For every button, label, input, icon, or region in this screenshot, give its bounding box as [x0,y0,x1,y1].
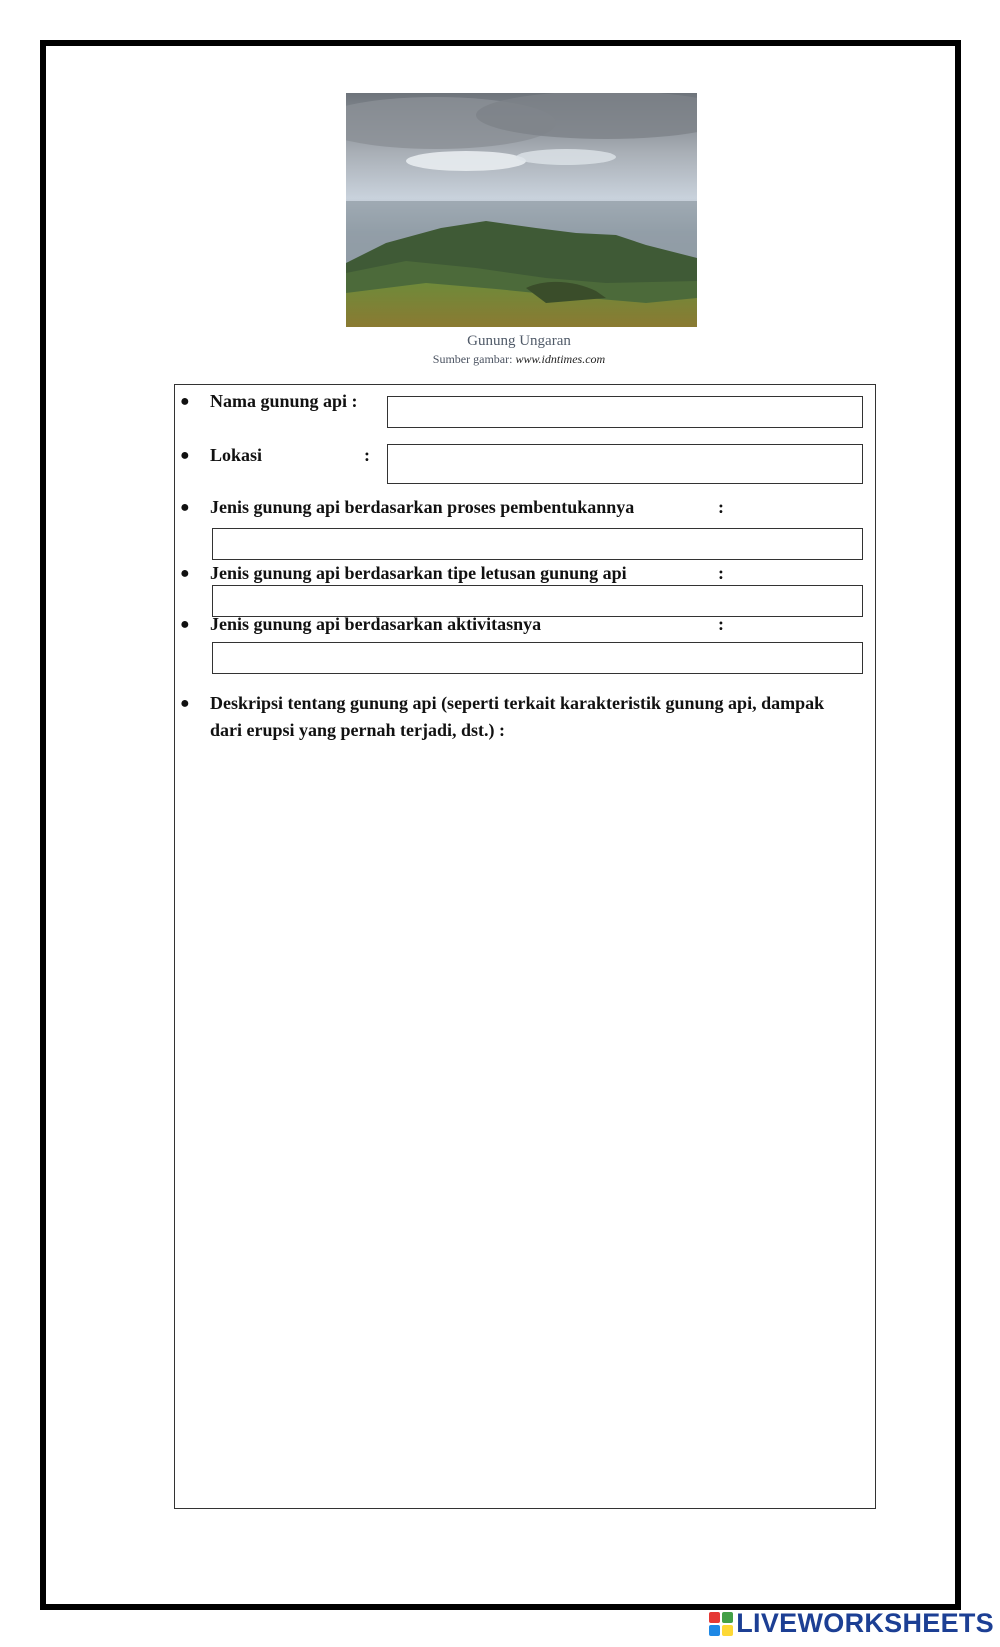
image-caption-source [346,352,692,367]
colon-tipe-letusan: : [718,563,724,583]
bullet-icon: ● [180,616,190,633]
label-aktivitas: Jenis gunung api berdasarkan aktivitasnya [210,614,542,634]
bullet-icon: ● [180,565,190,582]
input-aktivitas[interactable] [212,642,863,674]
input-nama-gunung[interactable] [387,396,863,428]
source-prefix: Sumber gambar: [432,352,516,366]
image-caption-title: Gunung Ungaran [467,333,571,349]
colon-lokasi: : [364,445,370,465]
label-nama-gunung: Nama gunung api : [210,391,358,411]
input-tipe-letusan[interactable] [212,585,863,617]
brand-text: LIVEWORKSHEETS [736,1608,994,1638]
mountain-photo [346,93,697,327]
bullet-icon: ● [180,499,190,516]
label-deskripsi: Deskripsi tentang gunung api (seperti terkait karakteristik gunung api, dampak dari erupsi yang pernah terjadi, dst.) : [210,693,825,740]
bullet-icon: ● [180,447,190,464]
label-tipe-letusan: Jenis gunung api berdasarkan tipe letusan gunung api [210,563,627,583]
colon-proses-pembentukan: : [718,497,724,517]
source-site: www.idntimes.com [515,352,606,366]
brand-squares-icon [709,1612,733,1636]
liveworksheets-logo [709,1608,994,1639]
label-lokasi: Lokasi [210,445,263,465]
bullet-icon: ● [180,695,190,712]
label-proses-pembentukan: Jenis gunung api berdasarkan proses pembentukannya [210,497,635,517]
input-proses-pembentukan[interactable] [212,528,863,560]
textarea-deskripsi[interactable] [210,750,860,1490]
input-lokasi[interactable] [387,444,863,484]
bullet-icon: ● [180,393,190,410]
colon-aktivitas: : [718,614,724,634]
